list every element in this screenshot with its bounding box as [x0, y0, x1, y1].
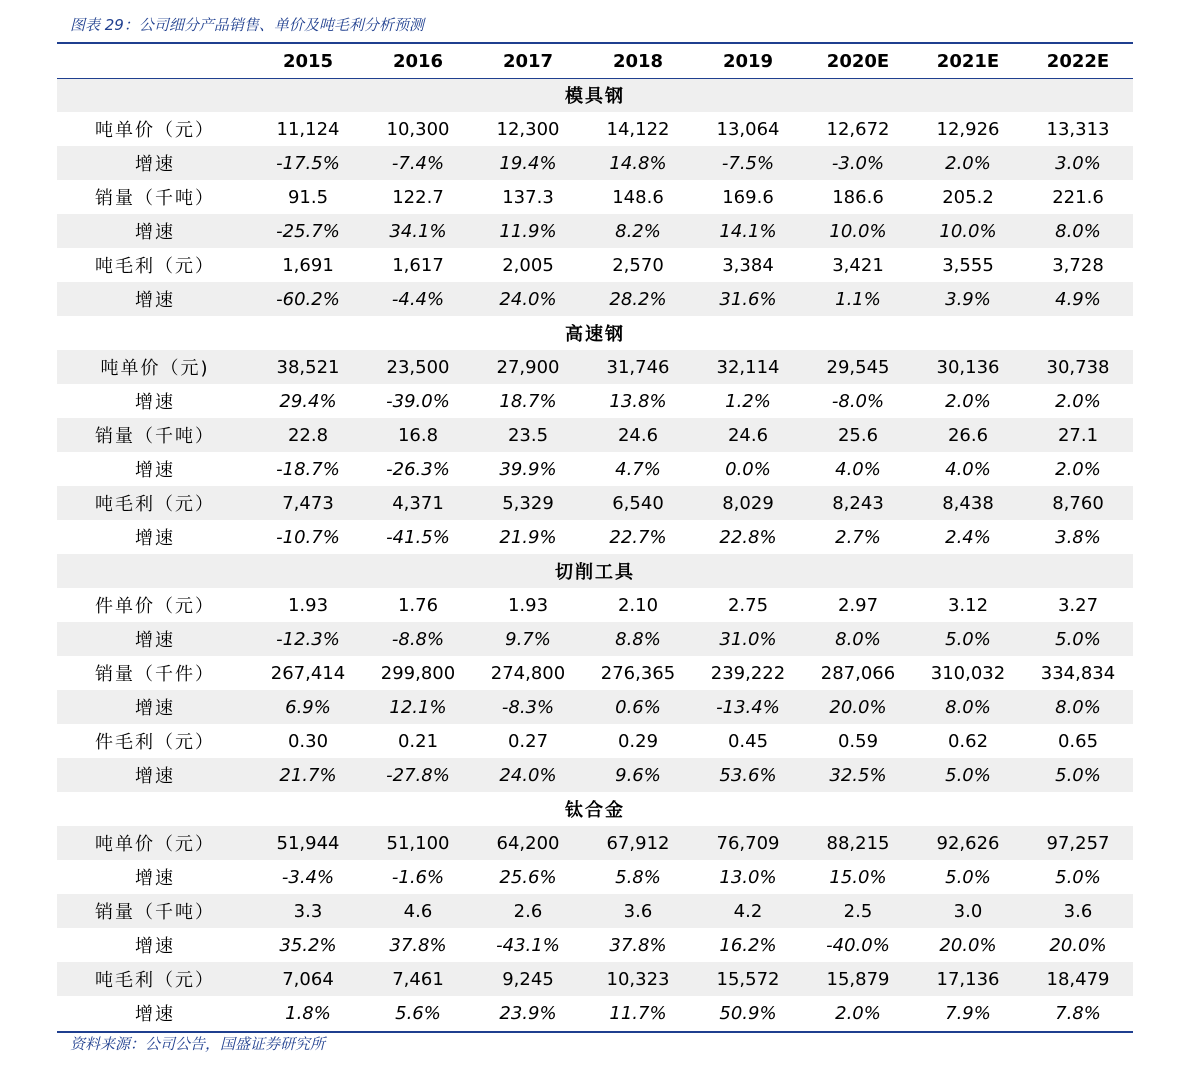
row-label: 增速: [135, 1004, 175, 1025]
growth-cell: 16.2%: [719, 934, 777, 956]
growth-cell: 50.9%: [719, 1002, 777, 1024]
metric-row: [57, 588, 1133, 622]
growth-cell: -17.5%: [253, 146, 363, 180]
table-caption: 图表 29：公司细分产品销售、单价及吨毛利分析预测: [70, 16, 424, 34]
metric-row: [57, 656, 1133, 690]
value-cell: 169.6: [722, 186, 774, 208]
row-label: 件单价（元）: [95, 596, 215, 617]
growth-cell: 5.0%: [913, 622, 1023, 656]
growth-cell: 2.4%: [945, 526, 991, 548]
value-cell: 0.45: [727, 730, 769, 752]
growth-cell: 9.7%: [473, 622, 583, 656]
growth-cell: -41.5%: [386, 526, 450, 548]
growth-cell: 28.2%: [583, 282, 693, 316]
value-cell: 15,879: [803, 962, 913, 996]
value-cell: 0.62: [947, 730, 989, 752]
value-cell: 8,243: [803, 486, 913, 520]
growth-row: [57, 758, 1133, 792]
value-cell: 13,064: [716, 118, 780, 140]
value-cell: 148.6: [612, 186, 664, 208]
metric-row: [57, 826, 1133, 860]
value-cell: 0.27: [507, 730, 549, 752]
growth-cell: -3.0%: [803, 146, 913, 180]
growth-row: [57, 622, 1133, 656]
header-row: [57, 44, 1133, 78]
growth-cell: 4.9%: [1023, 282, 1133, 316]
value-cell: 26.6: [913, 418, 1023, 452]
growth-cell: -3.4%: [281, 866, 335, 888]
metric-row: [57, 894, 1133, 928]
value-cell: 88,215: [803, 826, 913, 860]
year-header: 2021E: [936, 50, 1000, 72]
value-cell: 13,313: [1046, 118, 1110, 140]
growth-cell: 39.9%: [499, 458, 557, 480]
row-label: 吨单价（元): [57, 350, 253, 384]
value-cell: 22.8: [253, 418, 363, 452]
growth-cell: 1.1%: [803, 282, 913, 316]
value-cell: 1.76: [397, 594, 439, 616]
section-header-row: [57, 316, 1133, 350]
value-cell: 9,245: [473, 962, 583, 996]
growth-cell: 34.1%: [363, 214, 473, 248]
value-cell: 5,329: [473, 486, 583, 520]
value-cell: 12,926: [936, 118, 1000, 140]
value-cell: 15,572: [693, 962, 803, 996]
value-cell: 0.21: [397, 730, 439, 752]
value-cell: 3.0: [913, 894, 1023, 928]
section-title: 高速钢: [565, 324, 625, 345]
value-cell: 1.93: [507, 594, 549, 616]
value-cell: 334,834: [1040, 662, 1116, 684]
growth-cell: -7.4%: [363, 146, 473, 180]
growth-cell: 9.6%: [583, 758, 693, 792]
row-label: 增速: [135, 528, 175, 549]
growth-cell: 2.0%: [1055, 458, 1101, 480]
value-cell: 8,438: [913, 486, 1023, 520]
row-label: 增速: [57, 146, 253, 180]
value-cell: 2.97: [837, 594, 879, 616]
growth-cell: 5.0%: [1055, 866, 1101, 888]
section-header-row: [57, 792, 1133, 826]
value-cell: 137.3: [502, 186, 554, 208]
row-label: 增速: [57, 690, 253, 724]
growth-cell: 5.0%: [945, 866, 991, 888]
value-cell: 3.6: [1023, 894, 1133, 928]
growth-cell: 32.5%: [803, 758, 913, 792]
value-cell: 23.5: [473, 418, 583, 452]
value-cell: 276,365: [600, 662, 676, 684]
year-header: 2019: [722, 50, 774, 72]
data-table: [57, 44, 1133, 1030]
growth-cell: 3.8%: [1055, 526, 1101, 548]
value-cell: 38,521: [253, 350, 363, 384]
value-cell: 14,122: [606, 118, 670, 140]
growth-cell: -7.5%: [693, 146, 803, 180]
value-cell: 2.10: [617, 594, 659, 616]
growth-cell: 1.2%: [725, 390, 771, 412]
growth-cell: -10.7%: [276, 526, 340, 548]
row-label: 吨毛利（元）: [57, 486, 253, 520]
value-cell: 3,555: [942, 254, 994, 276]
growth-cell: 13.8%: [609, 390, 667, 412]
value-cell: 7,064: [253, 962, 363, 996]
value-cell: 67,912: [583, 826, 693, 860]
value-cell: 8,029: [693, 486, 803, 520]
value-cell: 27.1: [1023, 418, 1133, 452]
growth-row: [57, 214, 1133, 248]
metric-row: [57, 180, 1133, 214]
value-cell: 76,709: [693, 826, 803, 860]
growth-cell: 37.8%: [389, 934, 447, 956]
growth-cell: -8.3%: [473, 690, 583, 724]
value-cell: 30,738: [1023, 350, 1133, 384]
growth-cell: -8.0%: [831, 390, 885, 412]
value-cell: 16.8: [363, 418, 473, 452]
growth-cell: 23.9%: [499, 1002, 557, 1024]
growth-cell: 24.0%: [473, 758, 583, 792]
growth-cell: 24.0%: [473, 282, 583, 316]
growth-cell: 11.7%: [609, 1002, 667, 1024]
value-cell: 7,461: [363, 962, 473, 996]
value-cell: 3,384: [722, 254, 774, 276]
section-title: 钛合金: [565, 800, 625, 821]
growth-cell: 6.9%: [253, 690, 363, 724]
growth-cell: -13.4%: [693, 690, 803, 724]
value-cell: 3.27: [1057, 594, 1099, 616]
value-cell: 51,100: [363, 826, 473, 860]
source-note: 资料来源：公司公告，国盛证券研究所: [70, 1035, 326, 1053]
value-cell: 3,728: [1052, 254, 1104, 276]
section-title: 切削工具: [57, 554, 1133, 588]
value-cell: 2.5: [803, 894, 913, 928]
header-label-cell: [57, 44, 253, 78]
growth-cell: 4.7%: [615, 458, 661, 480]
value-cell: 8,760: [1023, 486, 1133, 520]
value-cell: 23,500: [363, 350, 473, 384]
value-cell: 1,617: [392, 254, 444, 276]
growth-cell: -60.2%: [253, 282, 363, 316]
header-rule: [57, 78, 1133, 79]
value-cell: 27,900: [473, 350, 583, 384]
value-cell: 310,032: [930, 662, 1006, 684]
year-header: 2018: [612, 50, 664, 72]
value-cell: 17,136: [913, 962, 1023, 996]
growth-cell: 22.8%: [719, 526, 777, 548]
growth-cell: 2.0%: [913, 146, 1023, 180]
growth-cell: 15.0%: [829, 866, 887, 888]
growth-cell: 5.0%: [1023, 758, 1133, 792]
section-header-row: [57, 554, 1133, 588]
growth-cell: 13.0%: [719, 866, 777, 888]
value-cell: 299,800: [380, 662, 456, 684]
value-cell: 24.6: [693, 418, 803, 452]
value-cell: 31,746: [583, 350, 693, 384]
value-cell: 4.6: [363, 894, 473, 928]
year-header: 2022E: [1046, 50, 1110, 72]
value-cell: 274,800: [490, 662, 566, 684]
growth-cell: -40.0%: [826, 934, 890, 956]
growth-cell: 21.9%: [499, 526, 557, 548]
row-label: 增速: [135, 392, 175, 413]
row-label: 吨毛利（元）: [95, 256, 215, 277]
growth-cell: 0.6%: [583, 690, 693, 724]
growth-cell: -27.8%: [363, 758, 473, 792]
metric-row: [57, 248, 1133, 282]
growth-row: [57, 282, 1133, 316]
value-cell: 30,136: [913, 350, 1023, 384]
value-cell: 32,114: [693, 350, 803, 384]
value-cell: 1.93: [287, 594, 329, 616]
row-label: 增速: [135, 460, 175, 481]
value-cell: 7,473: [253, 486, 363, 520]
metric-row: [57, 350, 1133, 384]
growth-cell: 7.8%: [1055, 1002, 1101, 1024]
metric-row: [57, 962, 1133, 996]
value-cell: 24.6: [583, 418, 693, 452]
value-cell: 51,944: [253, 826, 363, 860]
growth-cell: 0.0%: [725, 458, 771, 480]
value-cell: 2.75: [727, 594, 769, 616]
value-cell: 267,414: [270, 662, 346, 684]
value-cell: 2,570: [612, 254, 664, 276]
growth-cell: 10.0%: [913, 214, 1023, 248]
value-cell: 2,005: [502, 254, 554, 276]
value-cell: 10,323: [583, 962, 693, 996]
row-label: 增速: [57, 758, 253, 792]
value-cell: 29,545: [803, 350, 913, 384]
growth-cell: -25.7%: [253, 214, 363, 248]
table-body: [57, 78, 1133, 1030]
growth-cell: 3.9%: [913, 282, 1023, 316]
growth-cell: 31.6%: [693, 282, 803, 316]
row-label: 吨单价（元）: [95, 120, 215, 141]
growth-cell: 5.0%: [913, 758, 1023, 792]
value-cell: 92,626: [913, 826, 1023, 860]
value-cell: 3.3: [253, 894, 363, 928]
row-label: 增速: [135, 936, 175, 957]
row-label: 销量（千吨）: [57, 418, 253, 452]
growth-cell: 8.8%: [583, 622, 693, 656]
value-cell: 18,479: [1023, 962, 1133, 996]
value-cell: 97,257: [1023, 826, 1133, 860]
growth-cell: 18.7%: [499, 390, 557, 412]
row-label: 销量（千吨）: [57, 894, 253, 928]
value-cell: 122.7: [392, 186, 444, 208]
value-cell: 12,672: [826, 118, 890, 140]
row-label: 增速: [57, 214, 253, 248]
row-label: 吨单价（元）: [57, 826, 253, 860]
growth-cell: 35.2%: [279, 934, 337, 956]
value-cell: 91.5: [287, 186, 329, 208]
growth-cell: 20.0%: [939, 934, 997, 956]
growth-cell: 8.0%: [1023, 690, 1133, 724]
value-cell: 12,300: [496, 118, 560, 140]
value-cell: 3,421: [832, 254, 884, 276]
growth-cell: 5.6%: [395, 1002, 441, 1024]
growth-cell: 2.7%: [835, 526, 881, 548]
metric-row: [57, 486, 1133, 520]
growth-cell: 10.0%: [803, 214, 913, 248]
value-cell: 3.12: [947, 594, 989, 616]
growth-row: [57, 384, 1133, 418]
value-cell: 6,540: [583, 486, 693, 520]
growth-cell: 22.7%: [609, 526, 667, 548]
growth-cell: 2.0%: [835, 1002, 881, 1024]
value-cell: 4,371: [363, 486, 473, 520]
value-cell: 0.30: [287, 730, 329, 752]
growth-row: [57, 860, 1133, 894]
value-cell: 11,124: [276, 118, 340, 140]
growth-row: [57, 928, 1133, 962]
value-cell: 1,691: [282, 254, 334, 276]
metric-row: [57, 724, 1133, 758]
value-cell: 239,222: [710, 662, 786, 684]
growth-cell: 25.6%: [499, 866, 557, 888]
growth-cell: 3.0%: [1023, 146, 1133, 180]
growth-row: [57, 452, 1133, 486]
value-cell: 0.65: [1057, 730, 1099, 752]
growth-row: [57, 520, 1133, 554]
value-cell: 64,200: [473, 826, 583, 860]
growth-cell: 2.0%: [945, 390, 991, 412]
value-cell: 186.6: [832, 186, 884, 208]
row-label: 增速: [57, 622, 253, 656]
row-label: 销量（千吨）: [95, 188, 215, 209]
growth-cell: 8.0%: [803, 622, 913, 656]
value-cell: 4.2: [693, 894, 803, 928]
row-label: 销量（千件）: [95, 664, 215, 685]
value-cell: 2.6: [473, 894, 583, 928]
growth-cell: 14.1%: [693, 214, 803, 248]
metric-row: [57, 112, 1133, 146]
growth-row: [57, 996, 1133, 1030]
growth-cell: -4.4%: [363, 282, 473, 316]
growth-cell: 19.4%: [473, 146, 583, 180]
value-cell: 221.6: [1052, 186, 1104, 208]
growth-cell: 8.2%: [583, 214, 693, 248]
growth-cell: -26.3%: [386, 458, 450, 480]
growth-cell: 12.1%: [363, 690, 473, 724]
year-header: 2016: [392, 50, 444, 72]
growth-cell: -18.7%: [276, 458, 340, 480]
growth-cell: 20.0%: [803, 690, 913, 724]
value-cell: 0.59: [837, 730, 879, 752]
row-label: 吨毛利（元）: [57, 962, 253, 996]
growth-cell: 4.0%: [945, 458, 991, 480]
year-header: 2017: [502, 50, 554, 72]
growth-cell: -12.3%: [253, 622, 363, 656]
growth-cell: 5.8%: [615, 866, 661, 888]
growth-cell: 8.0%: [913, 690, 1023, 724]
growth-cell: 53.6%: [693, 758, 803, 792]
section-title: 模具钢: [57, 78, 1133, 112]
growth-cell: 2.0%: [1055, 390, 1101, 412]
value-cell: 3.6: [583, 894, 693, 928]
growth-cell: 8.0%: [1023, 214, 1133, 248]
value-cell: 287,066: [820, 662, 896, 684]
growth-cell: -8.8%: [363, 622, 473, 656]
growth-cell: 37.8%: [609, 934, 667, 956]
metric-row: [57, 418, 1133, 452]
value-cell: 25.6: [803, 418, 913, 452]
growth-cell: -43.1%: [496, 934, 560, 956]
growth-row: [57, 690, 1133, 724]
row-label: 增速: [57, 282, 253, 316]
growth-cell: 4.0%: [835, 458, 881, 480]
growth-cell: 11.9%: [473, 214, 583, 248]
growth-cell: 31.0%: [693, 622, 803, 656]
value-cell: 0.29: [617, 730, 659, 752]
section-header-row: [57, 78, 1133, 112]
row-label: 增速: [135, 868, 175, 889]
growth-cell: -39.0%: [386, 390, 450, 412]
row-label: 件毛利（元）: [95, 732, 215, 753]
growth-cell: 29.4%: [279, 390, 337, 412]
growth-row: [57, 146, 1133, 180]
growth-cell: 7.9%: [945, 1002, 991, 1024]
growth-cell: 20.0%: [1049, 934, 1107, 956]
growth-cell: 14.8%: [583, 146, 693, 180]
value-cell: 205.2: [942, 186, 994, 208]
growth-cell: 5.0%: [1023, 622, 1133, 656]
growth-cell: -1.6%: [391, 866, 445, 888]
value-cell: 10,300: [386, 118, 450, 140]
growth-cell: 1.8%: [285, 1002, 331, 1024]
growth-cell: 21.7%: [253, 758, 363, 792]
year-header: 2015: [282, 50, 334, 72]
year-header: 2020E: [826, 50, 890, 72]
